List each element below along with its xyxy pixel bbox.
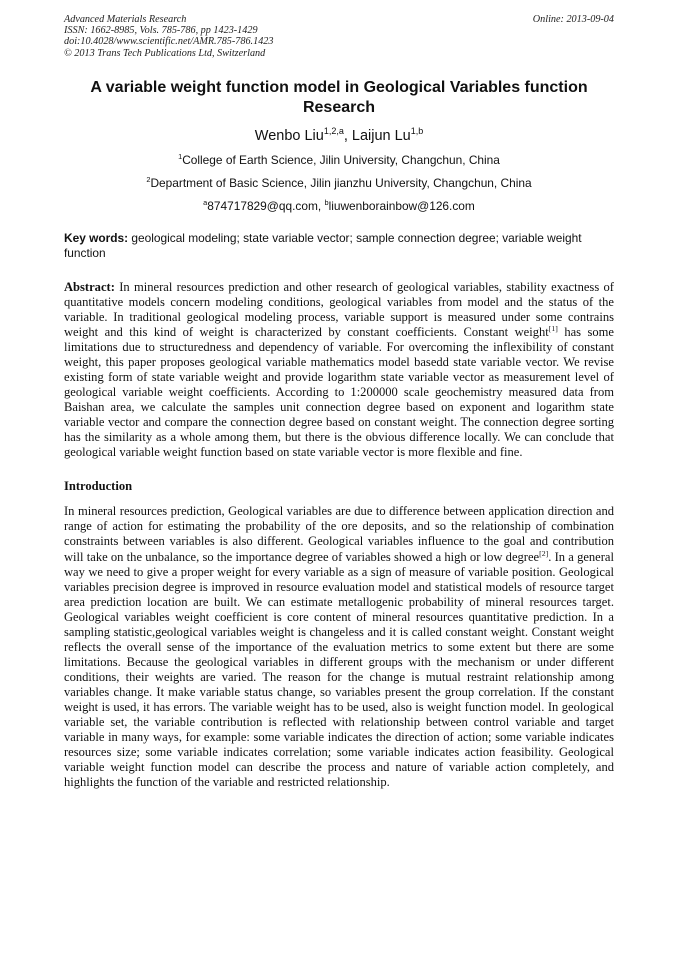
abstract: [64, 280, 614, 461]
journal-name: Advanced Materials Research: [64, 14, 187, 25]
citation-ref: [1]: [548, 323, 558, 333]
affiliation-mark: 1: [178, 151, 183, 161]
author-affiliation-mark: 1,b: [410, 125, 424, 136]
online-date: Online: 2013-09-04: [532, 14, 614, 25]
affiliation-1: [64, 153, 614, 167]
abstract-label: Abstract:: [64, 279, 115, 294]
body-text: . In a general way we need to give a proper weight for every variable as a sign of measure of variable position. Geological variables precision degree is improved in resource evaluation model and statistical models of resource target area prediction location are built. We can estimate metallogenic probability of mineral resources target. Geological variables weight coefficient is core content of mineral resources quantitative prediction. In a sampling statistic,geological variables weight is changeless and it is called constant weight. Constant weight reflects the overall sense of the importance of the evaluation metrics to some extent but there are some limitations. Because the geological variables in different groups with the mechanism or under different conditions, their weights are varied. The reason for the change is mutual restraint relationship among variables change. It make variable status change, so variables present the group correlation. If the constant weight is used, it has errors. The variable weight has to be used, also is weight function model. In geological variable set, the variable contribution is reflected with relationship between control variable and target variable in many ways, for example: some variable indicates the direction of action; some variable indicates resources size; some variable indicates correlation; some variable indicates action feasibility. Geological variable weight function model can describe the process and nature of variable action completely, and highlights the function of the variable and restricted relationship.: [64, 549, 614, 790]
author-emails: [64, 199, 614, 213]
section-heading-introduction: Introduction: [64, 479, 133, 494]
author-list: [64, 127, 614, 145]
doi-line: doi:10.4028/www.scientific.net/AMR.785-786.1423: [64, 36, 274, 48]
introduction-paragraph: [64, 504, 614, 790]
abstract-text: has some limitations due to structuredness and dependency of variable. For overcoming the inflexibility of constant weight, this paper proposes geological variable mathematics model basedd state variable vector. We revise existing form of state variable weight and provide logarithm state variable vector as measurement level of geological variable weight coefficients. According to 1:200000 scale geochemistry measured data from Baishan area, we calculate the samples unit connection degree based on exponent and logarithm state variable vector and compare the connection degree based on constant weight. The connection degree sorting has the similarity as a whole among them, but there is the obvious difference locally. We can conclude that geological variable weight function based on state variable vector is more flexible and fine.: [64, 324, 615, 460]
email-mark: b: [324, 197, 329, 207]
author-affiliation-mark: 1,2,a: [323, 125, 344, 136]
keywords-label: Key words:: [64, 230, 129, 245]
running-header: [64, 14, 614, 59]
affiliation-mark: 2: [146, 174, 151, 184]
paper-title: A variable weight function model in Geological Variables function Research: [90, 78, 588, 116]
abstract-text: In mineral resources prediction and other research of geological variables, stability exactness of quantitative models concern modeling conditions, geological variables from model and the status of the variable. In traditional geological modeling process, variable support is measured under some contrains weight and this kind of weight is characterized by constant coefficients. Constant weight: [64, 279, 614, 339]
author-name: Laijun Lu: [351, 127, 411, 144]
copyright-line: © 2013 Trans Tech Publications Ltd, Switzerland: [64, 47, 266, 59]
citation-ref: [2]: [539, 548, 549, 558]
affiliation-2: [64, 176, 614, 190]
email-address: liuwenborainbow@126.com: [328, 198, 475, 213]
affiliation-text: Department of Basic Science, Jilin jianzhu University, Changchun, China: [150, 175, 532, 190]
affiliation-text: College of Earth Science, Jilin University, Changchun, China: [182, 152, 500, 167]
issn-line: ISSN: 1662-8985, Vols. 785-786, pp 1423-1429: [64, 25, 258, 37]
body-text: In mineral resources prediction, Geological variables are due to difference between application direction and range of action for estimating the probability of the ore deposits, and so the relationship of combination constraints between variables is also different. Geological variables influence to the goal and contribution will take on the unbalance, so the importance degree of variables showed a high or low degree: [64, 504, 614, 564]
email-address: 874717829@qq.com: [207, 198, 318, 213]
author-separator: ,: [343, 127, 352, 144]
keywords: [64, 231, 614, 261]
author-name: Wenbo Liu: [254, 127, 324, 144]
email-separator: ,: [317, 198, 325, 213]
email-mark: a: [203, 197, 208, 207]
keywords-text: geological modeling; state variable vector; sample connection degree; variable weight function: [64, 230, 582, 260]
